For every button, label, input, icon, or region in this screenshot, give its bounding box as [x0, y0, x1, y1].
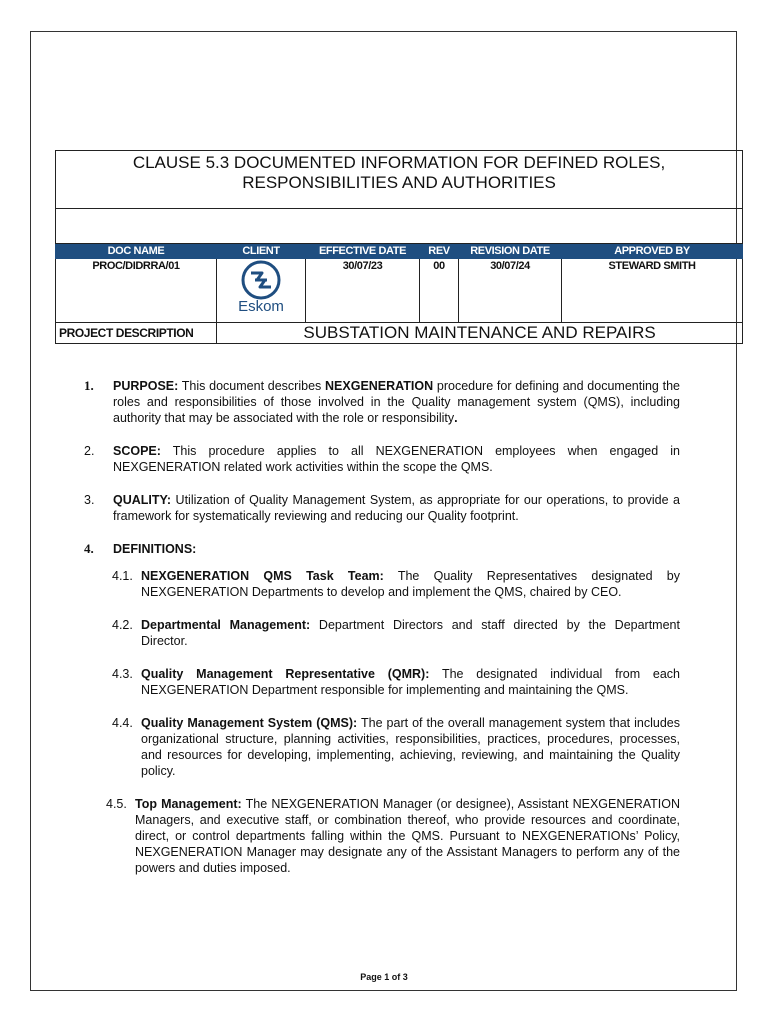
project-row	[56, 323, 743, 344]
project-description-value: SUBSTATION MAINTENANCE AND REPAIRS	[217, 323, 743, 344]
definition-item: 4.2. Departmental Management: Department Directors and staff directed by the Department Director.	[112, 618, 680, 648]
blank-row	[56, 209, 743, 244]
document-title: CLAUSE 5.3 DOCUMENTED INFORMATION FOR DEFINED ROLES, RESPONSIBILITIES AND AUTHORITIES	[56, 151, 743, 209]
definition-item: 4.4. Quality Management System (QMS): The part of the overall management system that includes organizational structure, planning activities, responsibilities, practices, procedures, processes, and resources for developing, implementing, achieving, reviewing, and maintaining the Quality policy.	[112, 716, 680, 778]
col-client: CLIENT	[217, 244, 306, 259]
col-doc-name: DOC NAME	[56, 244, 217, 259]
col-revision-date: REVISION DATE	[459, 244, 562, 259]
section-scope: 2. SCOPE: This procedure applies to all NEXGENERATION employees when engaged in NEXGENERATION related work activities within the scope the QMS.	[84, 444, 680, 474]
header-table	[55, 150, 743, 344]
col-effective-date: EFFECTIVE DATE	[306, 244, 420, 259]
document-header	[55, 150, 742, 344]
col-approved-by: APPROVED BY	[562, 244, 743, 259]
section-quality: 3. QUALITY: Utilization of Quality Management System, as appropriate for our operations, to provide a framework for systematically reviewing and reducing our Quality footprint.	[84, 493, 680, 523]
revision-date-value: 30/07/24	[459, 259, 562, 323]
definition-item: 4.1. NEXGENERATION QMS Task Team: The Quality Representatives designated by NEXGENERATION Departments to develop and implement the QMS, chaired by CEO.	[112, 569, 680, 599]
column-header-row	[56, 244, 743, 259]
approved-by-value: STEWARD SMITH	[562, 259, 743, 323]
rev-value: 00	[420, 259, 459, 323]
doc-name-value: PROC/DIDRRA/01	[56, 259, 217, 323]
definition-item: 4.3. Quality Management Representative (QMR): The designated individual from each NEXGENERATION Department responsible for implementing and maintaining the QMS.	[112, 667, 680, 697]
definition-item: 4.5. Top Management: The NEXGENERATION Manager (or designee), Assistant NEXGENERATION Managers, and executive staff, or combination thereof, who provide resources and coordinate, direct, or control departments falling within the QMS. Pursuant to NEXGENERATIONs’ Policy, NEXGENERATION Manager may designate any of the Assistant Managers to perform any of the powers and duties imposed.	[106, 797, 680, 875]
effective-date-value: 30/07/23	[306, 259, 420, 323]
doc-info-row	[56, 259, 743, 323]
document-body	[84, 378, 680, 893]
client-logo-text: Eskom	[238, 298, 284, 315]
page-number: Page 1 of 3	[360, 972, 408, 982]
project-description-label: PROJECT DESCRIPTION	[56, 323, 217, 344]
client-logo	[217, 259, 306, 323]
eskom-logo-icon	[240, 259, 282, 301]
section-definitions: 4. DEFINITIONS:	[84, 541, 197, 556]
section-purpose: 1. PURPOSE: This document describes NEXGENERATION procedure for defining and documenting the roles and responsibilities of those involved in the Quality management system (QMS), including authority that may be associated with the role or responsibility.	[84, 378, 680, 425]
col-rev: REV	[420, 244, 459, 259]
